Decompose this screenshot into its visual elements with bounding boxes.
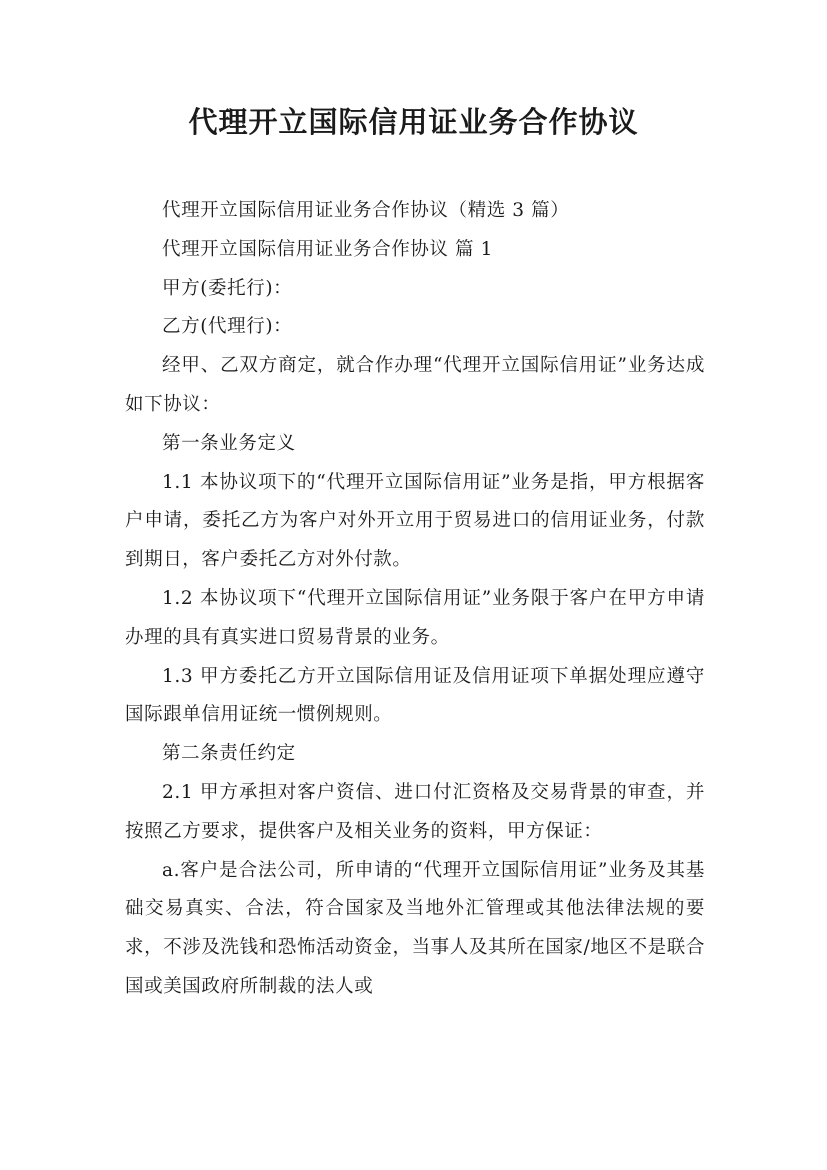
paragraph-clause-1-3: 1.3 甲方委托乙方开立国际信用证及信用证项下单据处理应遵守国际跟单信用证统一惯例规则。	[125, 665, 705, 726]
paragraph-party-b: 乙方(代理行)：	[162, 316, 293, 338]
document-title: 代理开立国际信用证业务合作协议	[188, 105, 639, 139]
paragraph-clause-1-2: 1.2 本协议项下“代理开立国际信用证”业务限于客户在甲方申请办理的具有真实进口贸易背景的业务。	[125, 587, 705, 648]
paragraph-clause-1-1: 1.1 本协议项下的“代理开立国际信用证”业务是指，甲方根据客户申请，委托乙方为客户对外开立用于贸易进口的信用证业务，付款到期日，客户委托乙方对外付款。	[125, 471, 705, 571]
paragraph-party-a: 甲方(委托行)：	[162, 277, 293, 299]
document-body	[125, 192, 705, 1007]
paragraph-subtitle: 代理开立国际信用证业务合作协议（精选 3 篇）	[162, 200, 570, 221]
paragraph-clause-a: a.客户是合法公司，所申请的“代理开立国际信用证”业务及其基础交易真实、合法，符合国家及当地外汇管理或其他法律法规的要求，不涉及洗钱和恐怖活动资金，当事人及其所在国家/地区不是联合国或美国政府所制裁的法人或	[125, 859, 705, 997]
paragraph-clause-2-1: 2.1 甲方承担对客户资信、进口付汇资格及交易背景的审查，并按照乙方要求，提供客户及相关业务的资料，甲方保证：	[125, 781, 705, 842]
paragraph-preamble: 经甲、乙双方商定，就合作办理“代理开立国际信用证”业务达成如下协议：	[125, 355, 705, 415]
paragraph-section-heading: 代理开立国际信用证业务合作协议 篇 1	[162, 238, 493, 260]
paragraph-article-1-heading: 第一条业务定义	[162, 432, 296, 454]
paragraph-article-2-heading: 第二条责任约定	[162, 743, 296, 765]
